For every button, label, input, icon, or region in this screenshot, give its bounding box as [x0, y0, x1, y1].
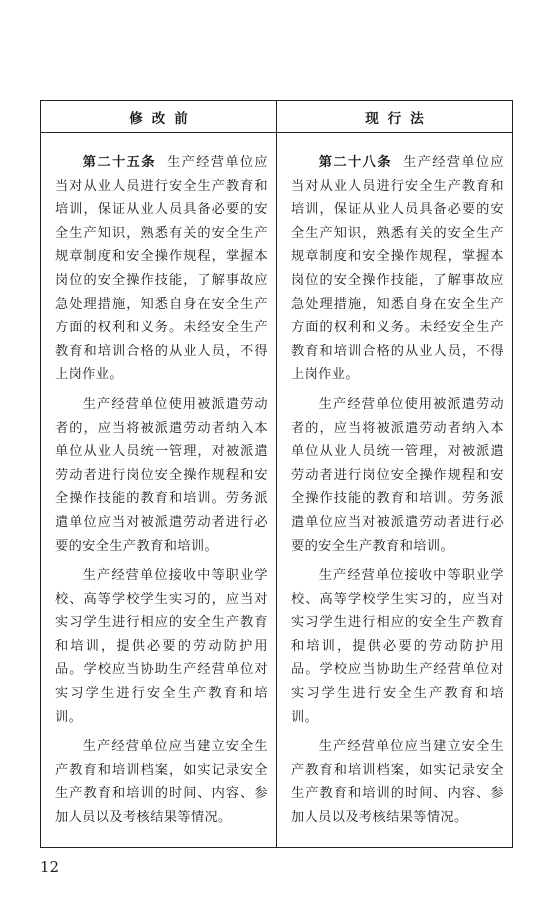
paragraph-before-3: 生产经营单位接收中等职业学校、高等学校学生实习的，应当对实习学生进行相应的安全生产教育和培训，提供必要的劳动防护用品。学校应当协助生产经营单位对实习学生进行安全生产教育和培训。: [55, 568, 268, 725]
header-current: 现行法: [276, 101, 512, 132]
article-number-current: 第二十八条: [318, 155, 392, 170]
paragraph-text: 生产经营单位应当对从业人员进行安全生产教育和培训，保证从业人员具备必要的安全生产知识，熟悉有关的安全生产规章制度和安全操作规程，掌握本岗位的安全操作技能，了解事故应急处理措施，知悉自身在安全生产方面的权利和义务。未经安全生产教育和培训合格的从业人员，不得上岗作业。: [55, 155, 269, 383]
paragraph-current-4: 生产经营单位应当建立安全生产教育和培训档案，如实记录安全生产教育和培训的时间、内容、参加人员以及考核结果等情况。: [291, 739, 504, 826]
table-header-row: [41, 101, 512, 133]
paragraph-current-3: 生产经营单位接收中等职业学校、高等学校学生实习的，应当对实习学生进行相应的安全生产教育和培训，提供必要的劳动防护用品。学校应当协助生产经营单位对实习学生进行安全生产教育和培训。: [291, 568, 504, 725]
table-body-row: [41, 133, 512, 847]
paragraph-before-1: [55, 151, 268, 387]
comparison-table: [40, 100, 513, 848]
paragraph-current-1: [291, 151, 504, 387]
column-before: [41, 133, 276, 847]
page-number: 12: [40, 858, 60, 876]
header-before: 修改前: [129, 110, 197, 127]
paragraph-before-2: 生产经营单位使用被派遣劳动者的，应当将被派遣劳动者纳入本单位从业人员统一管理，对被派遣劳动者进行岗位安全操作规程和安全操作技能的教育和培训。劳务派遣单位应当对被派遣劳动者进行必要的安全生产教育和培训。: [55, 396, 268, 554]
paragraph-before-4: 生产经营单位应当建立安全生产教育和培训档案，如实记录安全生产教育和培训的时间、内容、参加人员以及考核结果等情况。: [55, 739, 268, 826]
paragraph-text: 生产经营单位应当对从业人员进行安全生产教育和培训，保证从业人员具备必要的安全生产知识，熟悉有关的安全生产规章制度和安全操作规程，掌握本岗位的安全操作技能，了解事故应急处理措施，知悉自身在安全生产方面的权利和义务。未经安全生产教育和培训合格的从业人员，不得上岗作业。: [291, 155, 505, 383]
article-number-before: 第二十五条: [82, 155, 156, 170]
paragraph-current-2: 生产经营单位使用被派遣劳动者的，应当将被派遣劳动者纳入本单位从业人员统一管理，对被派遣劳动者进行岗位安全操作规程和安全操作技能的教育和培训。劳务派遣单位应当对被派遣劳动者进行必要的安全生产教育和培训。: [291, 396, 504, 554]
column-current: [276, 133, 512, 847]
